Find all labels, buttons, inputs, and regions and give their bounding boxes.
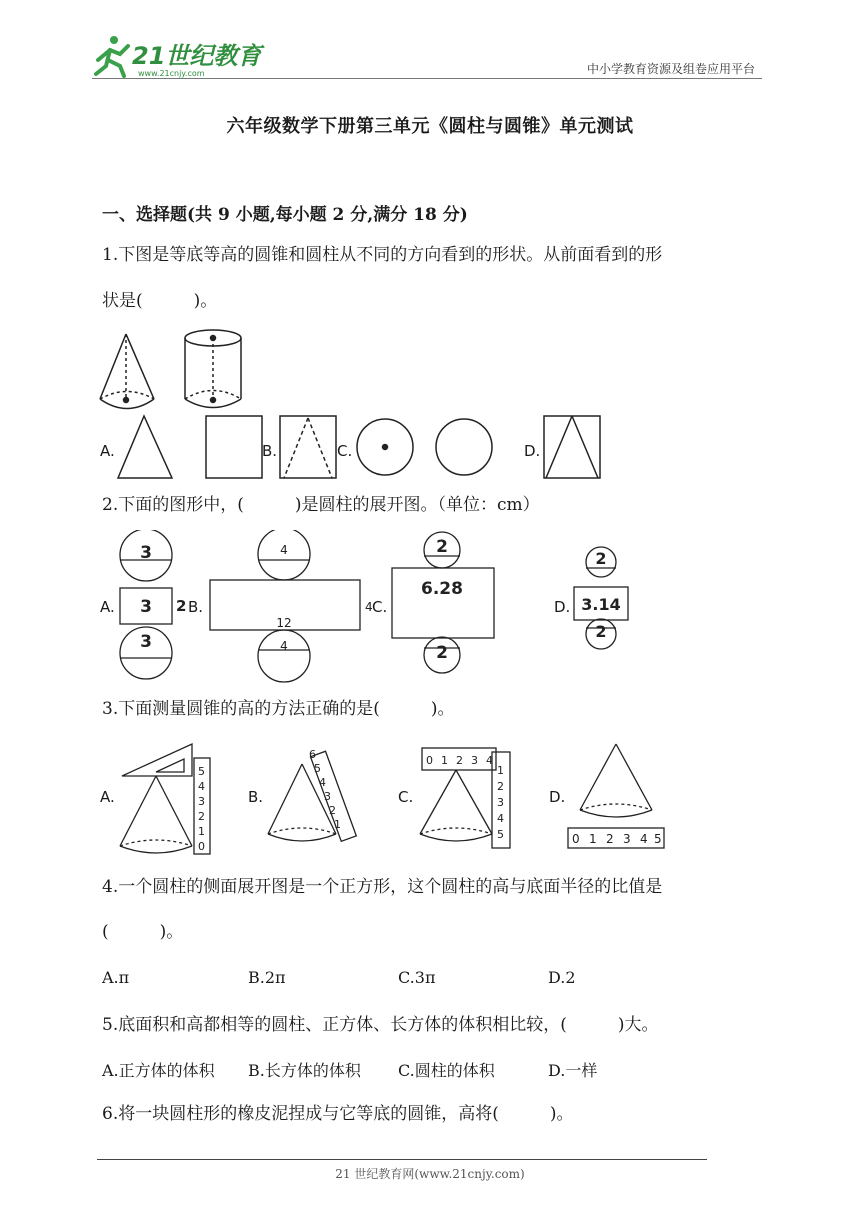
cylinder-figure xyxy=(185,330,241,408)
question-6: 6.将一块圆柱形的橡皮泥捏成与它等底的圆锥，高将( )。 xyxy=(102,1104,574,1124)
ruler-c-side-tick-1: 1 xyxy=(497,764,504,777)
ruler-b-tick-4: 4 xyxy=(319,776,326,789)
cone-figure xyxy=(100,334,154,409)
option-c-rect-value: 6.28 xyxy=(421,579,463,599)
question-4-option-c: C.3π xyxy=(398,968,436,987)
ruler-a-tick-4: 4 xyxy=(198,780,205,793)
option-a-rect-value: 3 xyxy=(140,597,152,617)
runner-icon xyxy=(96,36,128,76)
logo-text: 21世纪教育 xyxy=(132,42,262,70)
option-d-rect-value: 3.14 xyxy=(581,595,621,614)
ruler-c-top-tick-4: 4 xyxy=(486,754,493,767)
option-b-square xyxy=(280,416,336,478)
ruler-c-side-tick-3: 3 xyxy=(497,796,504,809)
section-heading: 一、选择题(共 9 小题,每小题 2 分,满分 18 分) xyxy=(102,205,468,225)
option-a-top-value: 3 xyxy=(140,543,152,563)
option-d-bottom-value: 2 xyxy=(595,622,607,641)
ruler-d-tick-2: 2 xyxy=(606,832,614,846)
option-b-rect-value: 12 xyxy=(276,616,292,630)
option-b-label: B. xyxy=(248,788,264,806)
option-c-top-value: 2 xyxy=(436,537,448,557)
question-5-option-a: A.正方体的体积 xyxy=(102,1061,215,1080)
ruler-c-side-tick-2: 2 xyxy=(497,780,504,793)
question-2: 2.下面的图形中，( )是圆柱的展开图。（单位：cm） xyxy=(102,495,540,515)
ruler-b-tick-6: 6 xyxy=(309,748,316,761)
question-4-line2: ( )。 xyxy=(102,922,184,942)
option-d-label: D. xyxy=(549,788,566,806)
question-4-line1: 4.一个圆柱的侧面展开图是一个正方形，这个圆柱的高与底面半径的比值是 xyxy=(102,877,663,897)
header-divider xyxy=(92,78,762,79)
ruler-a-tick-2: 2 xyxy=(198,810,205,823)
option-d-label: D. xyxy=(554,598,571,616)
question-3-figures xyxy=(96,734,676,864)
question-1-line1: 1.下图是等底等高的圆锥和圆柱从不同的方向看到的形状。从前面看到的形 xyxy=(102,245,663,265)
ruler-d-tick-3: 3 xyxy=(623,832,631,846)
option-d-label: D. xyxy=(524,442,541,460)
question-2-figures xyxy=(96,530,656,690)
option-a-triangle xyxy=(118,416,172,478)
option-a-side-value: 2 xyxy=(176,597,187,615)
ruler-d-tick-0: 0 xyxy=(572,832,580,846)
option-b-side-value: 4 xyxy=(365,600,373,614)
footer-link[interactable]: 21 世纪教育网(www.21cnjy.com) xyxy=(335,1167,525,1181)
option-a-label: A. xyxy=(100,788,115,806)
question-5-option-d: D.一样 xyxy=(548,1061,598,1080)
ruler-a-tick-1: 1 xyxy=(198,825,205,838)
option-c-circle xyxy=(436,419,492,475)
header-tagline: 中小学教育资源及组卷应用平台 xyxy=(586,62,755,76)
ruler-a-tick-0: 0 xyxy=(198,840,205,853)
question-1-figures xyxy=(96,326,616,486)
option-a-label: A. xyxy=(100,442,115,460)
option-a-square xyxy=(206,416,262,478)
option-b-dashed-triangle xyxy=(284,418,332,478)
ruler-b-tick-5: 5 xyxy=(314,762,321,775)
ruler-c-side-tick-4: 4 xyxy=(497,812,504,825)
option-d-square xyxy=(544,416,600,478)
option-a-bottom-value: 3 xyxy=(140,632,152,652)
ruler-b-tick-1: 1 xyxy=(334,818,341,831)
logo xyxy=(92,34,267,80)
question-4-option-b: B.2π xyxy=(248,968,286,987)
ruler-a-tick-5: 5 xyxy=(198,765,205,778)
ruler-d-tick-1: 1 xyxy=(589,832,597,846)
ruler-b-tick-2: 2 xyxy=(329,804,336,817)
ruler-c-top-tick-0: 0 xyxy=(426,754,433,767)
ruler-c-side-tick-5: 5 xyxy=(497,828,504,841)
ruler-d-tick-4: 4 xyxy=(640,832,648,846)
ruler-a-tick-3: 3 xyxy=(198,795,205,808)
ruler-c-top-tick-1: 1 xyxy=(441,754,448,767)
question-5-option-c: C.圆柱的体积 xyxy=(398,1061,495,1080)
option-c-label: C. xyxy=(337,442,353,460)
question-5-option-b: B.长方体的体积 xyxy=(248,1061,361,1080)
option-b-bottom-value: 4 xyxy=(280,639,288,653)
option-b-label: B. xyxy=(188,598,204,616)
ruler-b-tick-3: 3 xyxy=(324,790,331,803)
question-1-line2: 状是( )。 xyxy=(102,291,218,311)
logo-url: www.21cnjy.com xyxy=(138,69,205,78)
option-d-top-value: 2 xyxy=(595,549,607,568)
footer-divider xyxy=(97,1159,707,1160)
option-b-top-value: 4 xyxy=(280,543,288,557)
option-c-label: C. xyxy=(372,598,388,616)
ruler-d-tick-5: 5 xyxy=(654,832,662,846)
option-a-label: A. xyxy=(100,598,115,616)
ruler-c-top-tick-3: 3 xyxy=(471,754,478,767)
question-4-option-a: A.π xyxy=(102,968,130,987)
page-title: 六年级数学下册第三单元《圆柱与圆锥》单元测试 xyxy=(226,116,634,137)
option-c-bottom-value: 2 xyxy=(436,643,448,663)
ruler-c-top-tick-2: 2 xyxy=(456,754,463,767)
question-5: 5.底面积和高都相等的圆柱、正方体、长方体的体积相比较，( )大。 xyxy=(102,1015,659,1035)
option-c-label: C. xyxy=(398,788,414,806)
question-4-option-d: D.2 xyxy=(548,968,576,987)
option-d-triangle xyxy=(546,416,598,478)
question-3: 3.下面测量圆锥的高的方法正确的是( )。 xyxy=(102,699,455,719)
option-b-label: B. xyxy=(262,442,278,460)
